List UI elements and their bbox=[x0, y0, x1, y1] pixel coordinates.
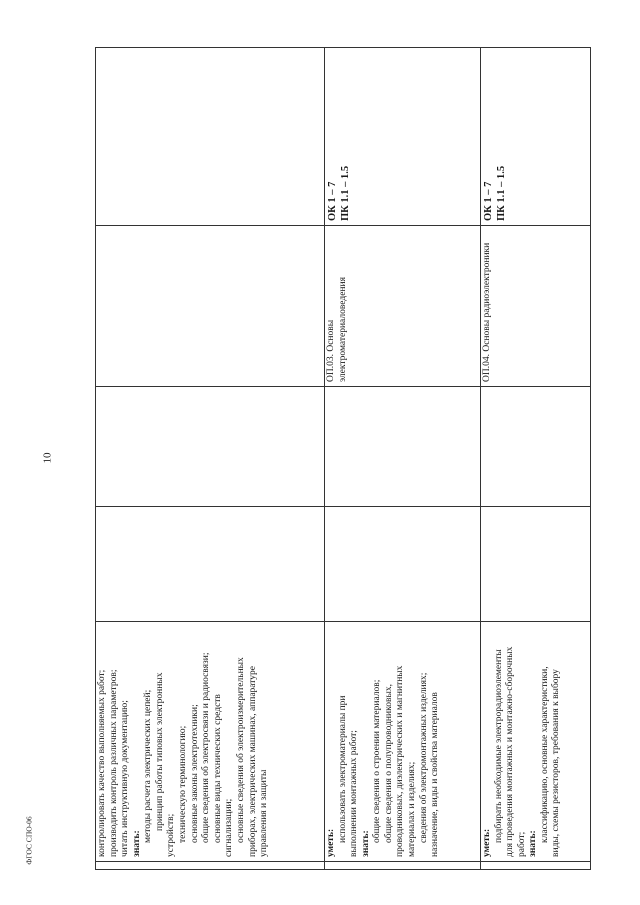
know-label: знать: bbox=[131, 830, 142, 857]
page-number: 10 bbox=[41, 452, 54, 464]
hours-mandatory-cell bbox=[481, 387, 591, 507]
curriculum-table bbox=[95, 47, 591, 870]
competences-cell bbox=[96, 48, 325, 226]
req-line: основные законы электротехники; bbox=[189, 704, 200, 843]
table-row bbox=[325, 48, 481, 870]
footer-code: ФГОС СПО-06 bbox=[24, 816, 34, 865]
req-line: подбирать необходимые электрорадиоэлементы bbox=[493, 649, 504, 843]
index-cell bbox=[96, 862, 325, 870]
index-cell bbox=[325, 862, 481, 870]
req-line: техническую терминологию; bbox=[178, 725, 189, 843]
discipline-cell bbox=[96, 226, 325, 387]
competences-cell: ОК 1 – 7 ПК 1.1 – 1.5 bbox=[325, 48, 481, 226]
req-line: методы расчета электрических цепей; bbox=[143, 689, 154, 843]
requirements-cell bbox=[481, 622, 591, 862]
req-line: устройств; bbox=[166, 813, 177, 857]
req-line: сигнализации; bbox=[224, 798, 235, 857]
know-label: знать: bbox=[528, 830, 539, 857]
req-line: контролировать качество выполняемых работ; bbox=[97, 669, 107, 857]
req-line: назначение, виды и свойства материалов bbox=[430, 692, 441, 857]
req-line: материалах и изделиях; bbox=[407, 761, 418, 857]
index-cell bbox=[481, 862, 591, 870]
req-line: приборах, электрических машинах, аппаратуре bbox=[247, 666, 258, 857]
know-label: знать: bbox=[360, 830, 371, 857]
discipline-cell: ОП.03. Основы электроматериаловедения bbox=[325, 226, 481, 387]
req-line: сведения об электромонтажных изделиях; bbox=[418, 672, 429, 843]
req-line: принцип работы типовых электронных bbox=[154, 672, 165, 831]
can-label: уметь: bbox=[482, 828, 492, 857]
requirements-cell bbox=[96, 622, 325, 862]
req-line: работ; bbox=[516, 831, 527, 857]
req-line: классификацию, основные характеристики, bbox=[539, 666, 550, 843]
rotated-table bbox=[95, 48, 583, 870]
req-line: управления и защиты bbox=[259, 769, 270, 857]
requirements-cell bbox=[325, 622, 481, 862]
req-line: для проведения монтажных и монтажно-сборочных bbox=[505, 646, 516, 857]
req-line: основные сведения об электроизмерительных bbox=[235, 657, 246, 843]
req-line: читать инструктивную документацию; bbox=[120, 700, 131, 857]
req-line: основные виды технических средств bbox=[212, 694, 223, 843]
hours-mandatory-cell bbox=[325, 387, 481, 507]
competences-cell: ОК 1 – 7 ПК 1.1 – 1.5 bbox=[481, 48, 591, 226]
table-row bbox=[96, 48, 325, 870]
req-line: общие сведения о полупроводниковых, bbox=[383, 684, 394, 843]
req-line: проводниковых, диэлектрических и магнитных bbox=[395, 665, 406, 857]
hours-max-cell bbox=[96, 507, 325, 622]
req-line: производить контроль различных параметров; bbox=[108, 669, 119, 857]
hours-max-cell bbox=[325, 507, 481, 622]
table-row bbox=[481, 48, 591, 870]
req-line: общие сведения об электросвязи и радиосвязи; bbox=[201, 652, 212, 843]
discipline-cell: ОП.04. Основы радиоэлектроники bbox=[481, 226, 591, 387]
can-label: уметь: bbox=[326, 828, 336, 857]
hours-mandatory-cell bbox=[96, 387, 325, 507]
req-line: использовать электроматериалы при bbox=[337, 695, 348, 843]
req-line: выполнении монтажных работ; bbox=[349, 730, 360, 857]
req-line: общие сведения о строении материалов; bbox=[372, 679, 383, 843]
hours-max-cell bbox=[481, 507, 591, 622]
req-line: виды, схемы резисторов, требования к выбору bbox=[551, 669, 562, 857]
